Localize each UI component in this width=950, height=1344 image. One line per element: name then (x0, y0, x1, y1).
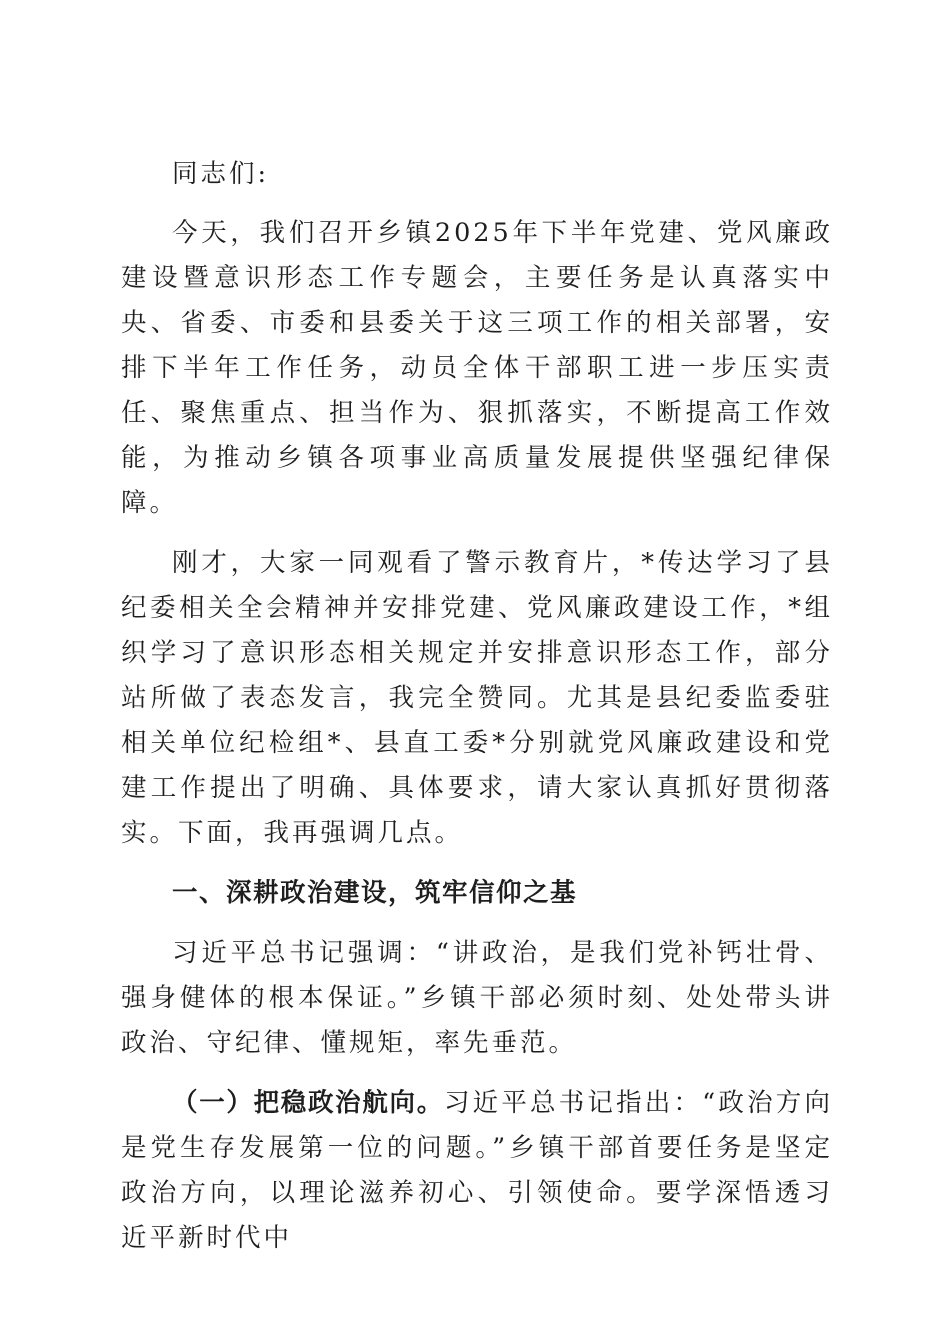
subsection-lead: （一）把稳政治航向。 (172, 1088, 444, 1118)
section-intro: 习近平总书记强调：“讲政治，是我们党补钙壮骨、强身健体的根本保证。”乡镇干部必须时刻、处处带头讲政治、守纪律、懂规矩，率先垂范。 (121, 938, 833, 1058)
paragraph-review: 刚才，大家一同观看了警示教育片，*传达学习了县纪委相关全会精神并安排党建、党风廉政建设工作，*组织学习了意识形态相关规定并安排意识形态工作，部分站所做了表态发言，我完全赞同。尤其是县纪委监委驻相关单位纪检组*、县直工委*分别就党风廉政建设和党建工作提出了明确、具体要求，请大家认真抓好贯彻落实。下面，我再强调几点。 (121, 548, 833, 848)
paragraph-opening: 今天，我们召开乡镇2025年下半年党建、党风廉政建设暨意识形态工作专题会，主要任务是认真落实中央、省委、市委和县委关于这三项工作的相关部署，安排下半年工作任务，动员全体干部职工进一步压实责任、聚焦重点、担当作为、狠抓落实，不断提高工作效能，为推动乡镇各项事业高质量发展提供坚强纪律保障。 (121, 218, 833, 518)
subsection-paragraph (121, 1081, 833, 1261)
subsection-text: 习近平总书记指出：“政治方向是党生存发展第一位的问题。”乡镇干部首要任务是坚定政治方向，以理论滋养初心、引领使命。要学深悟透习近平新时代中 (121, 1088, 833, 1253)
section-heading: 一、深耕政治建设，筑牢信仰之基 (172, 878, 578, 908)
document-page (121, 152, 833, 1276)
salutation: 同志们: (172, 159, 270, 189)
